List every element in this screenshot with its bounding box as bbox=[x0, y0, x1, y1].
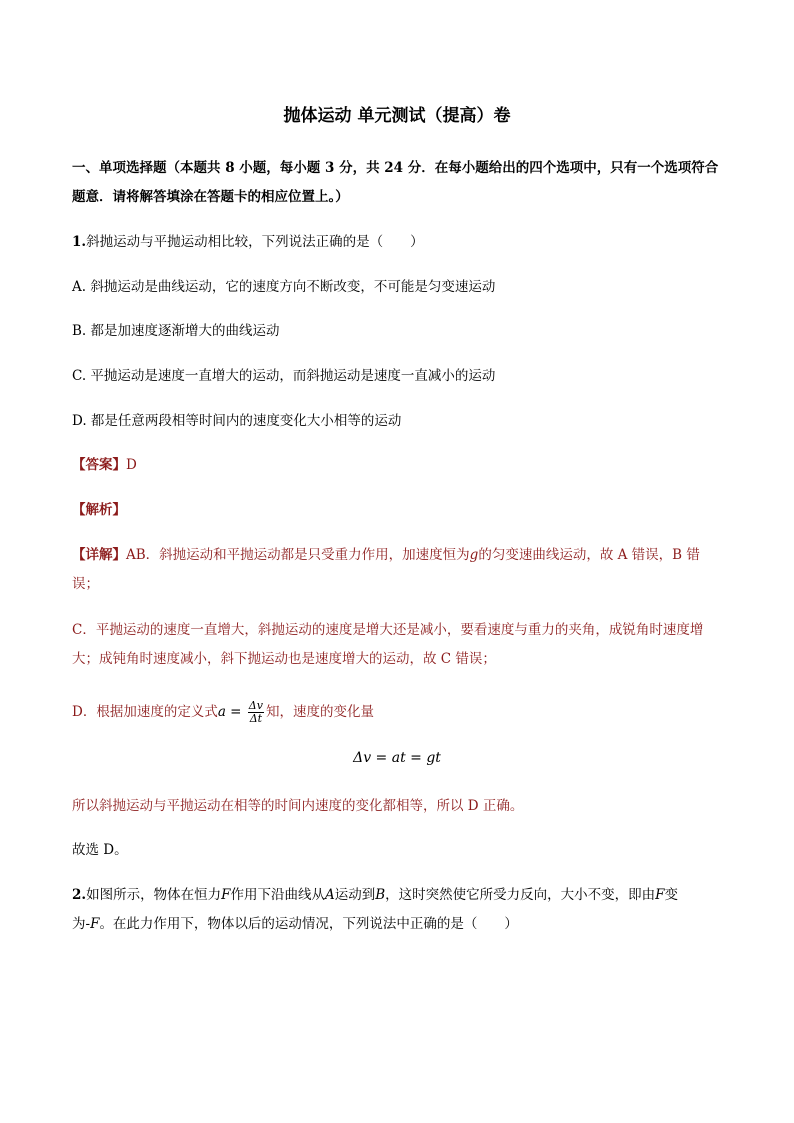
conclusion-line: 所以斜抛运动与平抛运动在相等的时间内速度的变化都相等，所以 D 正确。 bbox=[72, 798, 524, 814]
section-heading-line1: 一、单项选择题（本题共 8 小题，每小题 3 分，共 24 分．在每小题给出的四个选项中，只有一个选项符合 bbox=[72, 160, 719, 176]
equals-sign: = bbox=[225, 704, 246, 720]
symbol-g: g bbox=[469, 547, 479, 563]
answer-label: 【答案】 bbox=[72, 457, 126, 473]
question-1-number: 1. bbox=[72, 234, 87, 250]
d-explanation-line bbox=[72, 698, 374, 726]
symbol-f: F bbox=[221, 887, 231, 903]
detail-text-b: 的匀变速曲线运动，故 A 错误，B 错 bbox=[478, 547, 700, 563]
fraction-numerator: Δv bbox=[248, 699, 263, 712]
detail-text-a: AB．斜抛运动和平抛运动都是只受重力作用，加速度恒为 bbox=[126, 547, 470, 563]
answer-line bbox=[72, 455, 137, 475]
analysis-label: 【解析】 bbox=[72, 502, 126, 518]
c-explanation-line-2: 大；成钝角时速度减小，斜下抛运动也是速度增大的运动，故 C 错误； bbox=[72, 651, 496, 667]
detail-label: 【详解】 bbox=[72, 547, 126, 563]
symbol-a-point: A bbox=[324, 887, 335, 903]
question-1-stem bbox=[72, 232, 424, 252]
question-1-option-c: C. 平抛运动是速度一直增大的运动，而斜抛运动是速度一直减小的运动 bbox=[72, 368, 496, 384]
fraction-denominator: Δt bbox=[249, 712, 263, 725]
d-text-b: 知，速度的变化量 bbox=[265, 704, 374, 720]
q2-text-g: 。在此力作用下，物体以后的运动情况，下列说法中正确的是（ ） bbox=[99, 916, 518, 932]
fraction bbox=[248, 700, 264, 725]
symbol-f: F bbox=[655, 887, 665, 903]
question-1-text: 斜抛运动与平抛运动相比较，下列说法正确的是（ ） bbox=[86, 234, 424, 250]
question-1-option-d: D. 都是任意两段相等时间内的速度变化大小相等的运动 bbox=[72, 413, 402, 429]
choose-line: 故选 D。 bbox=[72, 842, 128, 858]
question-2-line-2 bbox=[72, 914, 518, 934]
velocity-change-formula: Δv = at = gt bbox=[353, 750, 441, 766]
section-heading-line2: 题意．请将解答填涂在答题卡的相应位置上。） bbox=[72, 189, 349, 205]
detail-line-2: 误； bbox=[72, 576, 99, 592]
question-2-line-1 bbox=[72, 885, 678, 905]
detail-line-1 bbox=[72, 545, 700, 565]
answer-value: D bbox=[126, 457, 137, 473]
question-1-option-a: A. 斜抛运动是曲线运动，它的速度方向不断改变，不可能是匀变速运动 bbox=[72, 279, 496, 295]
question-2-number: 2. bbox=[72, 887, 87, 903]
acceleration-formula bbox=[217, 699, 266, 725]
question-1-option-b: B. 都是加速度逐渐增大的曲线运动 bbox=[72, 323, 280, 339]
c-explanation-line-1: C．平抛运动的速度一直增大，斜抛运动的速度是增大还是减小，要看速度与重力的夹角，成锐角时速度增 bbox=[72, 622, 704, 638]
d-text-a: D．根据加速度的定义式 bbox=[72, 704, 218, 720]
q2-text-b: 作用下沿曲线从 bbox=[230, 887, 325, 903]
symbol-f: F bbox=[90, 916, 100, 932]
q2-text-f: 为- bbox=[72, 916, 91, 932]
symbol-a: a bbox=[217, 704, 226, 720]
q2-text-d: ，这时突然使它所受力反向，大小不变，即由 bbox=[385, 887, 656, 903]
q2-text-c: 运动到 bbox=[334, 887, 376, 903]
q2-text-e: 变 bbox=[664, 887, 679, 903]
symbol-b-point: B bbox=[375, 887, 386, 903]
q2-text-a: 如图所示，物体在恒力 bbox=[86, 887, 222, 903]
page-title: 抛体运动 单元测试（提高）卷 bbox=[283, 106, 511, 126]
